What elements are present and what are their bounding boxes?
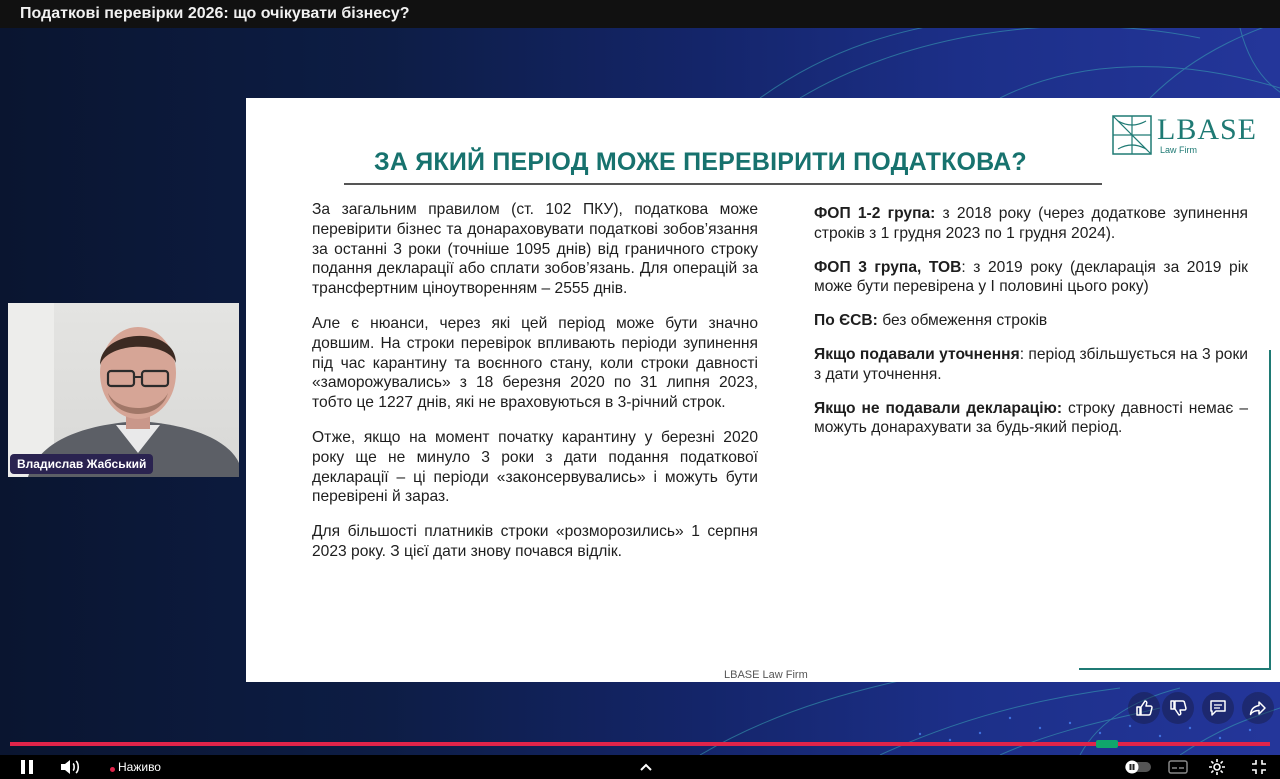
chevron-up-icon [638, 759, 654, 775]
title-bar [0, 0, 1280, 28]
right-item-label: Якщо не подавали декларацію: [814, 399, 1063, 417]
lbase-logo [1112, 113, 1262, 157]
speaker-name-tag: Владислав Жабський [10, 454, 153, 474]
like-button[interactable] [1128, 692, 1160, 724]
fullscreen-exit-button[interactable] [1250, 759, 1268, 775]
slide-title: ЗА ЯКИЙ ПЕРІОД МОЖЕ ПЕРЕВІРИТИ ПОДАТКОВА? [374, 148, 1027, 176]
progress-bar[interactable] [10, 742, 1270, 746]
presentation-slide [246, 98, 1280, 682]
captions-button[interactable] [1168, 759, 1188, 775]
left-paragraph: За загальним правилом (ст. 102 ПКУ), податкова може перевірити бізнес та донараховувати податкові зобов’язання за останні 3 роки (точніше 1095 днів) від граничного строку подання декларації або сплати зобов’язань. Для операцій за трансфертним ціноутворенням – 2555 днів. [312, 201, 758, 298]
right-item-text: з 2018 року (через додаткове зупинення строків з 1 грудня 2023 по 1 грудня 2024). [814, 205, 1248, 242]
right-item [814, 311, 1248, 331]
volume-icon [60, 759, 82, 775]
gear-icon [1208, 758, 1226, 776]
right-item-text: : період збільшується на 3 роки з дати уточнення. [814, 345, 1248, 383]
pause-button[interactable] [20, 759, 34, 775]
dislike-button[interactable] [1162, 692, 1194, 724]
video-title: Податкові перевірки 2026: що очікувати бізнесу? [20, 5, 410, 22]
accent-line-horizontal [1079, 668, 1271, 670]
left-column [312, 200, 758, 577]
share-icon [1248, 698, 1268, 718]
right-item [814, 258, 1248, 298]
speaker-figure [8, 303, 239, 477]
title-divider [344, 183, 1102, 185]
speaker-webcam [8, 303, 239, 477]
left-paragraph: Отже, якщо на момент початку карантину у березні 2020 року ще не минуло 3 роки з дати подання податкової декларації – ці періоди «законсервувались» і можуть бути перевірені й зараз. [312, 428, 758, 506]
pause-icon [20, 759, 34, 775]
right-item-label: По ЄСВ: [814, 312, 878, 330]
logo-name: LBASE [1157, 113, 1258, 146]
right-item [814, 399, 1248, 439]
lbase-logo-icon [1112, 115, 1152, 155]
expand-button[interactable] [638, 759, 654, 775]
right-item [814, 345, 1248, 385]
slide-footer: LBASE Law Firm [724, 669, 808, 681]
autoplay-toggle-icon [1124, 759, 1152, 775]
progress-handle[interactable] [1096, 740, 1118, 748]
left-paragraph: Для більшості платників строки «розморозились» 1 серпня 2023 року. З цієї дати знову почався відлік. [312, 523, 758, 560]
live-indicator-dot [110, 767, 115, 772]
right-item-label: Якщо подавали уточнення [814, 345, 1020, 363]
live-label: Наживо [118, 760, 161, 774]
settings-button[interactable] [1208, 759, 1226, 775]
thumbs-up-icon [1134, 698, 1154, 718]
thumbs-down-icon [1168, 698, 1188, 718]
left-paragraph: Але є нюанси, через які цей період може бути значно довшим. На строки перевірок впливають періоди зупинення під час карантину та воєнного стану, коли строки давності «заморожувались» з 18 березня 2020 по 31 липня 2023, тобто це 1227 днів, які не враховуються в 3-річний строк. [312, 314, 758, 412]
right-item-text: без обмеження строків [877, 312, 1048, 330]
player-controls [0, 755, 1280, 779]
video-stage[interactable] [0, 28, 1280, 755]
right-item [814, 204, 1248, 244]
share-button[interactable] [1242, 692, 1274, 724]
right-item-label: ФОП 3 група, ТОВ [814, 258, 962, 276]
right-item-text: : з 2019 року (декларація за 2019 рік може бути перевірена у І половині цього року) [814, 258, 1248, 296]
comment-button[interactable] [1202, 692, 1234, 724]
autoplay-toggle[interactable] [1124, 759, 1152, 775]
right-column [814, 204, 1248, 452]
captions-icon [1168, 759, 1188, 775]
volume-button[interactable] [60, 759, 82, 775]
comment-icon [1208, 698, 1228, 718]
right-item-text: строку давності немає – можуть донарахувати за будь-який період. [814, 399, 1248, 437]
fullscreen-exit-icon [1250, 758, 1268, 776]
accent-line-vertical [1269, 350, 1271, 670]
logo-subtitle: Law Firm [1160, 145, 1198, 155]
right-item-label: ФОП 1-2 група: [814, 205, 936, 222]
